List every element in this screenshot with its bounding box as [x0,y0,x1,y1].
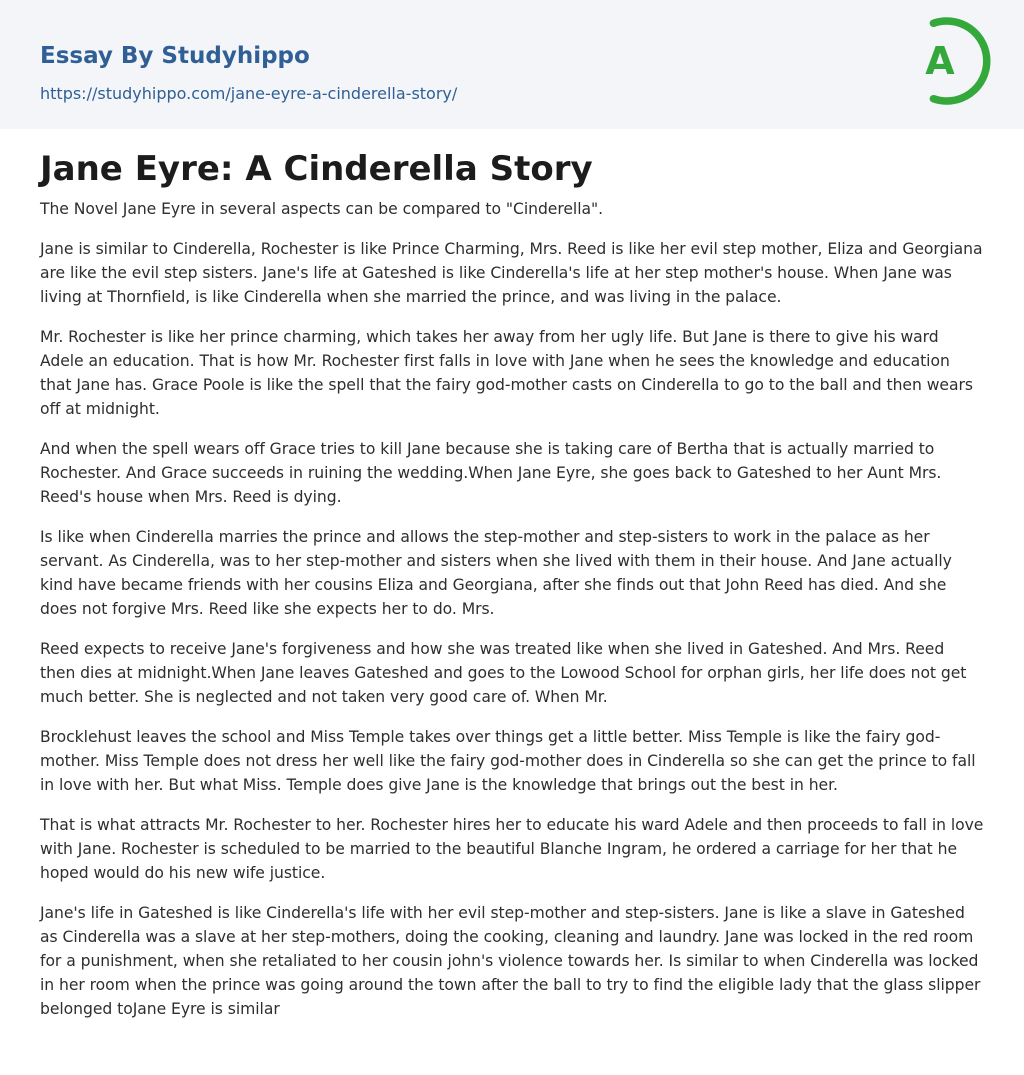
article-paragraph: Jane's life in Gateshed is like Cinderella's life with her evil step-mother and step-sisters. Jane is like a slave in Gateshed as Cinderella was a slave at her step-mothers, doing the cooking, cleaning and laundry. Jane was locked in the red room for a punishment, when she retaliated to her cousin john's violence towards her. Is similar to when Cinderella was locked in her room when the prince was going around the town after the ball to try to find the eligible lady that the glass slipper belonged toJane Eyre is similar [40,904,981,1018]
site-brand[interactable]: Essay By Studyhippo [40,43,310,69]
article-paragraph: Mr. Rochester is like her prince charming, which takes her away from her ugly life. But Jane is there to give his ward Adele an education. That is how Mr. Rochester first falls in love with Jane when he sees the knowledge and education that Jane has. Grace Poole is like the spell that the fairy god-mother casts on Cinderella to go to the ball and then wears off at midnight. [40,328,973,418]
article-paragraph: Brocklehust leaves the school and Miss Temple takes over things get a little better. Miss Temple is like the fairy god-mother. Miss Temple does not dress her well like the fairy god-mother does in Cinderella so she can get the prince to fall in love with her. But what Miss. Temple does give Jane is the knowledge that brings out the best in her. [40,728,976,794]
article-paragraph: That is what attracts Mr. Rochester to her. Rochester hires her to educate his ward Adele and then proceeds to fall in love with Jane. Rochester is scheduled to be married to the beautiful Blanche Ingram, he ordered a carriage for her that he hoped would do his new wife justice. [40,816,984,882]
site-header [0,0,1024,129]
article-paragraph: Reed expects to receive Jane's forgiveness and how she was treated like when she lived in Gateshed. And Mrs. Reed then dies at midnight.When Jane leaves Gateshed and goes to the Lowood School for orphan girls, her life does not get much better. She is neglected and not taken very good care of. When Mr. [40,640,967,706]
article-title: Jane Eyre: A Cinderella Story [40,149,593,189]
article-paragraph: Is like when Cinderella marries the prince and allows the step-mother and step-sisters to work in the palace as her servant. As Cinderella, was to her step-mother and sisters when she lived with them in their house. And Jane actually kind have became friends with her cousins Eliza and Georgiana, after she finds out that John Reed has died. And she does not forgive Mrs. Reed like she expects her to do. Mrs. [40,528,952,618]
source-url-link[interactable]: https://studyhippo.com/jane-eyre-a-cinderella-story/ [40,84,458,103]
article-body [0,129,1024,1021]
article-paragraph: The Novel Jane Eyre in several aspects can be compared to "Cinderella". [40,200,604,218]
studyhippo-logo-icon[interactable] [903,17,991,105]
article-paragraph: Jane is similar to Cinderella, Rochester is like Prince Charming, Mrs. Reed is like her evil step mother, Eliza and Georgiana are like the evil step sisters. Jane's life at Gateshed is like Cinderella's life at her step mother's house. When Jane was living at Thornfield, is like Cinderella when she married the prince, and was living in the palace. [40,240,983,306]
article-paragraph: And when the spell wears off Grace tries to kill Jane because she is taking care of Bertha that is actually married to Rochester. And Grace succeeds in ruining the wedding.When Jane Eyre, she goes back to Gateshed to her Aunt Mrs. Reed's house when Mrs. Reed is dying. [40,440,942,506]
logo-letter: A [925,39,955,83]
